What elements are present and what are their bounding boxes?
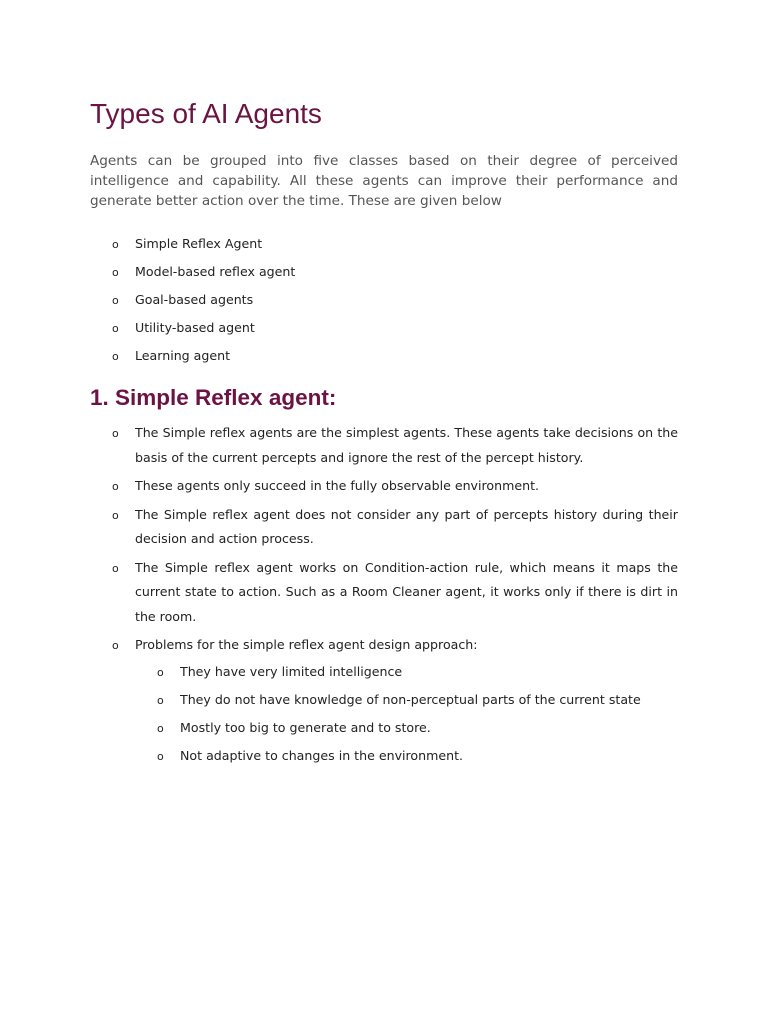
list-item-text: The Simple reflex agent works on Condition-action rule, which means it maps the current state to action. Such as a Room Cleaner agent, it works only if there is dirt in the room. xyxy=(135,559,678,624)
bullet-icon: o xyxy=(112,266,119,279)
problems-sublist xyxy=(90,661,678,773)
list-item-text: Problems for the simple reflex agent design approach: xyxy=(135,637,478,652)
list-item xyxy=(90,346,678,374)
bullet-icon: o xyxy=(112,639,119,652)
sub-list-item xyxy=(90,661,678,689)
list-item-text: The Simple reflex agents are the simplest agents. These agents take decisions on the basis of the current percepts and ignore the rest of the percept history. xyxy=(135,425,678,465)
sub-list-item-text: Mostly too big to generate and to store. xyxy=(180,719,431,735)
list-item-text: Learning agent xyxy=(135,348,231,363)
sub-list-item xyxy=(90,717,678,745)
list-item-text: Simple Reflex Agent xyxy=(135,236,263,251)
list-item-text: Utility-based agent xyxy=(135,320,255,335)
list-item xyxy=(90,318,678,346)
bullet-icon: o xyxy=(112,427,119,440)
bullet-icon: o xyxy=(157,749,164,763)
list-item xyxy=(90,556,678,630)
bullet-icon: o xyxy=(157,721,164,735)
sub-list-item-text: Not adaptive to changes in the environment. xyxy=(180,747,464,763)
bullet-icon: o xyxy=(112,238,119,251)
page-title: Types of AI Agents xyxy=(90,98,322,129)
bullet-icon: o xyxy=(112,480,119,493)
list-item xyxy=(90,421,678,470)
list-item xyxy=(90,234,678,262)
list-item-text: These agents only succeed in the fully observable environment. xyxy=(135,478,540,493)
sub-list-item xyxy=(90,745,678,773)
list-item-text: The Simple reflex agent does not consider any part of percepts history during their decision and action process. xyxy=(135,506,678,546)
bullet-icon: o xyxy=(157,693,164,707)
list-item xyxy=(90,262,678,290)
list-item xyxy=(90,503,678,552)
list-item xyxy=(90,474,678,499)
list-item xyxy=(90,633,678,773)
bullet-icon: o xyxy=(112,322,119,335)
bullet-icon: o xyxy=(112,561,119,575)
list-item-text: Model-based reflex agent xyxy=(135,264,296,279)
list-item xyxy=(90,290,678,318)
sub-list-item-text: They have very limited intelligence xyxy=(180,663,403,679)
sub-list-item xyxy=(90,689,678,717)
list-item-text: Goal-based agents xyxy=(135,292,254,307)
section-heading: 1. Simple Reflex agent: xyxy=(90,385,337,410)
bullet-icon: o xyxy=(112,508,119,522)
intro-paragraph: Agents can be grouped into five classes based on their degree of perceived intelligence and capability. All these agents can improve their performance and generate better action over the time. These are given below xyxy=(90,153,678,209)
bullet-icon: o xyxy=(112,294,119,307)
bullet-icon: o xyxy=(112,350,119,363)
agent-types-list xyxy=(90,234,678,374)
simple-reflex-points-list xyxy=(90,421,678,777)
bullet-icon: o xyxy=(157,665,164,679)
sub-list-item-text: They do not have knowledge of non-perceptual parts of the current state xyxy=(180,691,641,707)
